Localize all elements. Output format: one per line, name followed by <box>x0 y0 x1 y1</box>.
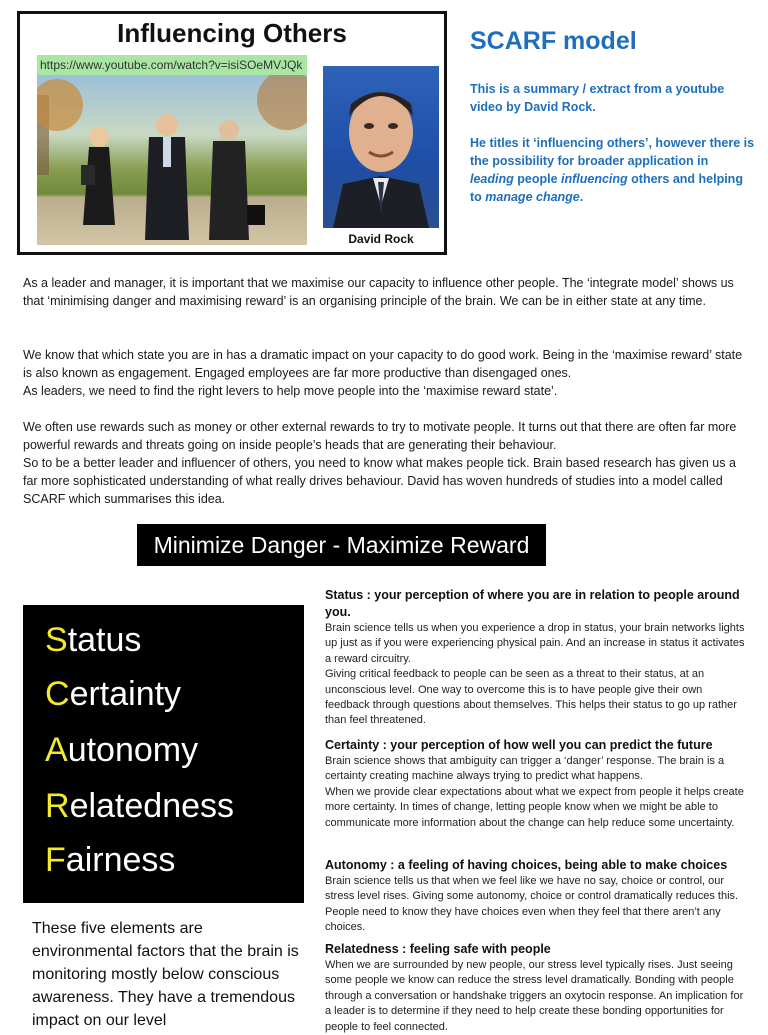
scarf-initial: F <box>45 841 66 879</box>
scarf-word-certainty <box>45 675 181 714</box>
intro-titles <box>470 134 755 206</box>
paragraph-text: As leaders, we need to find the right levers to help move people into the ‘maximise reward state’. <box>23 384 558 398</box>
paragraph-state <box>23 346 743 400</box>
section-heading: Autonomy : a feeling of having choices, being able to make choices <box>325 858 728 872</box>
emphasis-leading: leading <box>470 172 514 186</box>
people-walking-photo <box>37 75 307 245</box>
intro-text: He titles it ‘influencing others’, however there is the possibility for broader application in <box>470 136 755 168</box>
scarf-initial: C <box>45 675 70 713</box>
section-heading: Status : your perception of where you are in relation to people around you. <box>325 588 740 619</box>
section-text: Brain science tells us when you experience a drop in status, your brain networks lights up just as if you were experiencing physical pain. And an increase in status it activates a reward circuitry. <box>325 622 745 665</box>
paragraph-text: We know that which state you are in has a dramatic impact on your capacity to do good work. Being in the ‘maximise reward’ state is also known as engagement. Engaged employees are far more productive than disengaged ones. <box>23 348 743 380</box>
section-text: Giving critical feedback to people can be seen as a threat to their status, at an unconscious level. One way to overcome this is to have people give their own feedback through questions about themselves. This helps their status to go up rather than feel threatened. <box>325 668 737 727</box>
david-rock-photo <box>323 66 439 228</box>
scarf-acronym-box <box>23 605 304 903</box>
section-body <box>325 874 745 936</box>
intro-text: people <box>513 172 561 186</box>
video-screenshot-panel <box>17 11 447 255</box>
paragraph-leader <box>23 274 743 310</box>
scarf-initial: A <box>45 731 68 769</box>
scarf-word-autonomy <box>45 731 198 770</box>
scarf-word-status <box>45 621 141 660</box>
paragraph-rewards <box>23 418 743 508</box>
intro-text: others and helping to <box>470 172 743 204</box>
scarf-word-relatedness <box>45 787 234 826</box>
section-heading: Certainty : your perception of how well you can predict the future <box>325 738 713 752</box>
section-text: Brain science shows that ambiguity can trigger a ‘danger’ response. The brain is a certainty creating machine always trying to predict what happens. <box>325 755 725 783</box>
section-relatedness <box>325 941 745 1035</box>
scarf-rest: utonomy <box>67 731 199 769</box>
video-url[interactable]: https://www.youtube.com/watch?v=isiSOeMVJQk <box>37 55 307 75</box>
scarf-word-fairness <box>45 841 175 880</box>
section-body <box>325 754 745 831</box>
intro-summary: This is a summary / extract from a youtube video by David Rock. <box>470 82 725 114</box>
paragraph-text: So to be a better leader and influencer of others, you need to know what makes people tick. Brain based research has given us a far more sophisticated understanding of what really drives behaviour. David has woven hundreds of studies into a model called SCARF which summarises this idea. <box>23 456 736 506</box>
section-heading: Relatedness : feeling safe with people <box>325 942 551 956</box>
intro-text: . <box>579 190 584 204</box>
five-elements-text: These five elements are environmental factors that the brain is monitoring mostly below conscious awareness. They have a tremendous impact on our level <box>32 920 299 1029</box>
scarf-rest: ertainty <box>69 675 182 713</box>
section-certainty <box>325 737 745 831</box>
section-status <box>325 587 745 729</box>
paragraph-text: We often use rewards such as money or other external rewards to try to motivate people. It turns out that there are often far more powerful rewards and threats going on inside people’s heads that are generating their behaviour. <box>23 420 737 452</box>
photo-caption: David Rock <box>348 232 414 246</box>
scarf-initial: S <box>45 621 68 659</box>
scarf-initial: R <box>45 787 70 825</box>
section-body <box>325 958 745 1035</box>
paragraph-text: As a leader and manager, it is important that we maximise our capacity to influence other people. The ‘integrate model’ shows us that ‘minimising danger and maximising reward’ is an organising principle of the brain. We can be in either state at any time. <box>23 276 734 308</box>
section-body <box>325 621 745 729</box>
emphasis-influencing: influencing <box>561 172 628 186</box>
scarf-rest: elatedness <box>69 787 235 825</box>
section-text: When we are surrounded by new people, our stress level typically rises. Just seeing some people we know can reduce the stress level dramatically. Bonding with people through a conversation or handshake triggers an oxytocin response. An implication for a leader is to determine if they need to help create these bonding opportunities for people to feel connected. <box>325 959 744 1033</box>
section-text: Brain science tells us that when we feel like we have no say, choice or control, our stress level rises. Giving some autonomy, choice or control dramatically reduces this. People need to know they have choices even when they feel that there aren’t any choices. <box>325 875 739 934</box>
scarf-rest: tatus <box>67 621 142 659</box>
scarf-rest: airness <box>65 841 176 879</box>
section-text: When we provide clear expectations about what we expect from people it helps create more certainty. In times of change, letting people know when we might be able to communicate more information about the change can help reduce some uncertainty. <box>325 785 744 829</box>
minimize-maximize-banner: Minimize Danger - Maximize Reward <box>137 524 546 566</box>
section-autonomy <box>325 857 745 936</box>
video-title: Influencing Others <box>117 18 347 48</box>
emphasis-manage-change: manage change <box>485 190 580 204</box>
page-title: SCARF model <box>470 27 637 55</box>
